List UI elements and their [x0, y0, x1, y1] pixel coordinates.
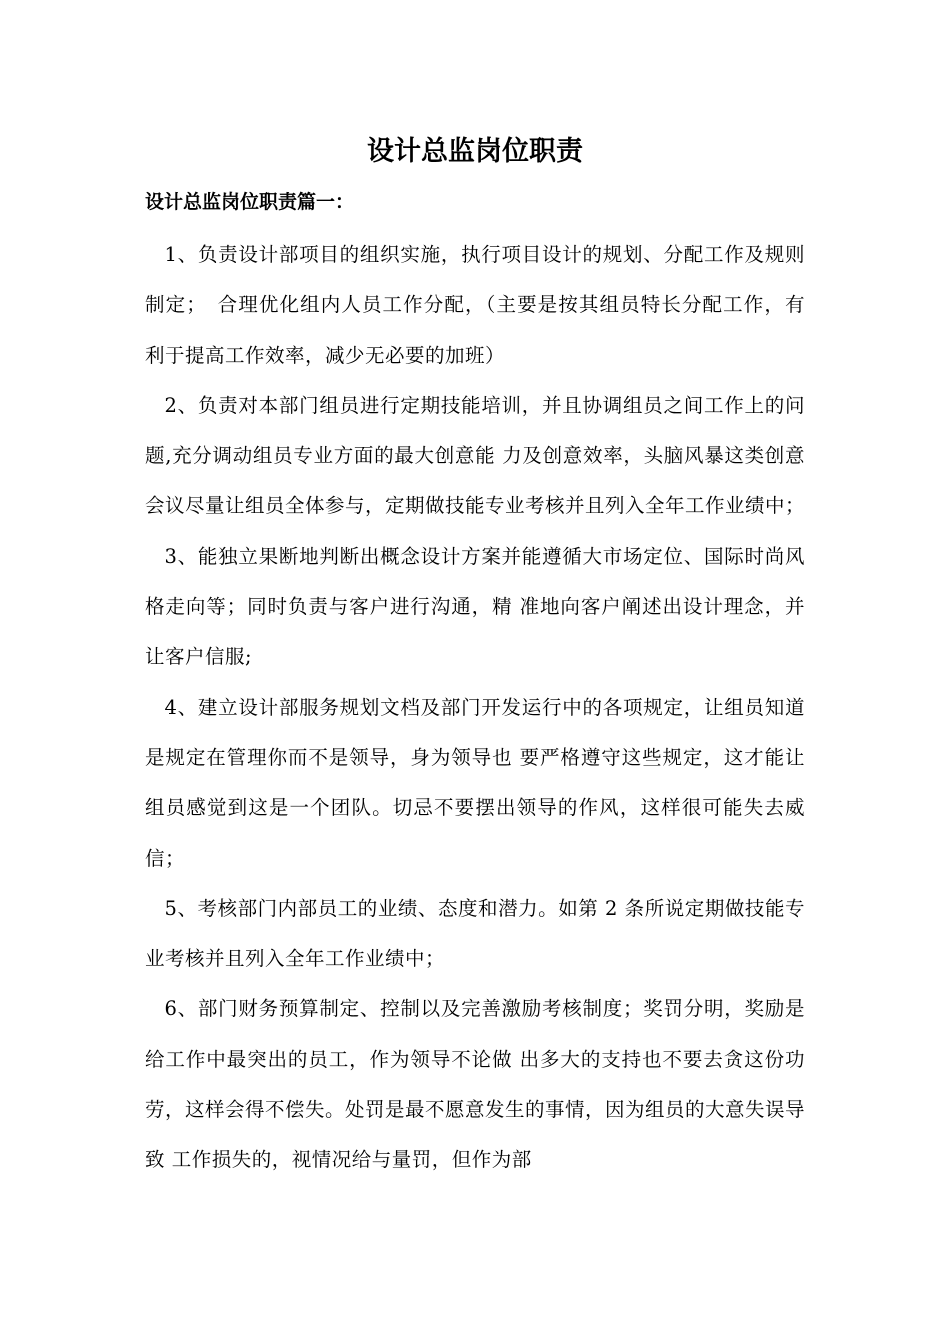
paragraph-6: 6、部门财务预算制定、控制以及完善激励考核制度；奖罚分明，奖励是给工作中最突出的员工，作为领导不论做 出多大的支持也不要去贪这份功劳，这样会得不偿失。处罚是最不愿意发生的事情，因为组员的大意失误导致 工作损失的，视情况给与量罚，但作为部 [145, 997, 806, 1172]
document-title: 设计总监岗位职责 [367, 136, 583, 167]
section-heading: 设计总监岗位职责篇一： [145, 191, 355, 213]
document-body [145, 230, 805, 1186]
paragraph-1: 1、负责设计部项目的组织实施，执行项目设计的规划、分配工作及规则制定； 合理优化组内人员工作分配，（主要是按其组员特长分配工作，有利于提高工作效率，减少无必要的加班） [145, 243, 805, 367]
paragraph-3: 3、能独立果断地判断出概念设计方案并能遵循大市场定位、国际时尚风格走向等；同时负责与客户进行沟通，精 准地向客户阐述出设计理念，并让客户信服; [145, 544, 805, 669]
paragraph-4: 4、建立设计部服务规划文档及部门开发运行中的各项规定，让组员知道是规定在管理你而不是领导，身为领导也 要严格遵守这些规定，这才能让组员感觉到这是一个团队。切忌不要摆出领导的作风，这样很可能失去威信； [145, 695, 805, 870]
paragraph-2: 2、负责对本部门组员进行定期技能培训，并且协调组员之间工作上的问题,充分调动组员专业方面的最大创意能 力及创意效率，头脑风暴这类创意会议尽量让组员全体参与，定期做技能专业考核并且列入全年工作业绩中； [145, 393, 806, 518]
paragraph-5: 5、考核部门内部员工的业绩、态度和潜力。如第 2 条所说定期做技能专业考核并且列入全年工作业绩中； [145, 896, 805, 971]
